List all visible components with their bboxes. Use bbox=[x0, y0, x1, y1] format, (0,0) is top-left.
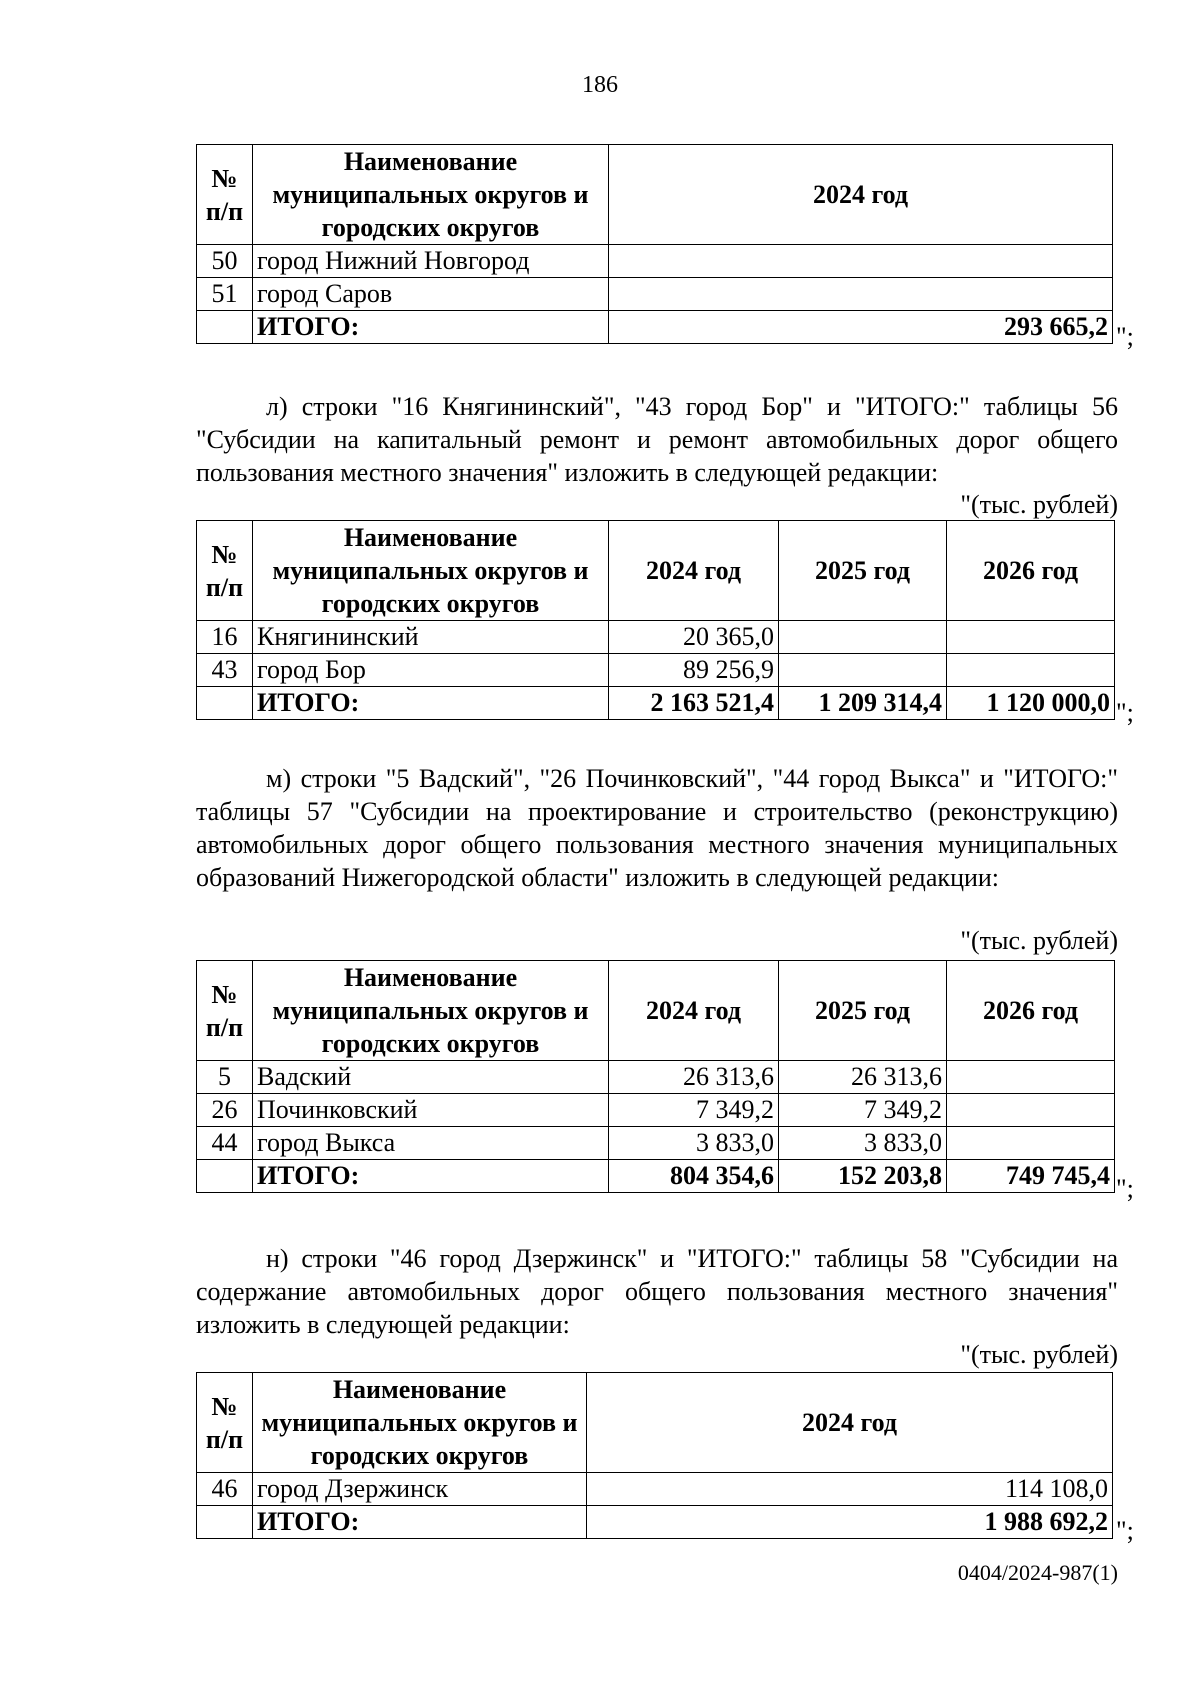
row-name: город Выкса bbox=[253, 1127, 609, 1160]
total-value-2024: 293 665,2 bbox=[609, 311, 1113, 344]
table-row bbox=[197, 1061, 1115, 1094]
total-label: ИТОГО: bbox=[253, 311, 609, 344]
row-value-2025 bbox=[779, 654, 947, 687]
row-value-2024: 7 349,2 bbox=[609, 1094, 779, 1127]
row-value-2025: 7 349,2 bbox=[779, 1094, 947, 1127]
total-value-2026: 1 120 000,0 bbox=[947, 687, 1115, 720]
row-value-2026 bbox=[947, 621, 1115, 654]
header-2024: 2024 год bbox=[587, 1373, 1113, 1473]
row-number: 16 bbox=[197, 621, 253, 654]
row-name: город Нижний Новгород bbox=[253, 245, 609, 278]
units-label: "(тыс. рублей) bbox=[960, 926, 1118, 955]
row-name: Починковский bbox=[253, 1094, 609, 1127]
table-4 bbox=[196, 1372, 1113, 1539]
total-label: ИТОГО: bbox=[253, 1160, 609, 1193]
table-row bbox=[197, 245, 1113, 278]
header-name: Наименование муниципальных округов и городских округов bbox=[253, 1373, 587, 1473]
total-value-2025: 1 209 314,4 bbox=[779, 687, 947, 720]
row-value-2024: 114 108,0 bbox=[587, 1473, 1113, 1506]
total-row bbox=[197, 687, 1115, 720]
document-code: 0404/2024-987(1) bbox=[957, 1560, 1118, 1585]
row-value-2025: 26 313,6 bbox=[779, 1061, 947, 1094]
row-value-2024: 20 365,0 bbox=[609, 621, 779, 654]
row-number: 50 bbox=[197, 245, 253, 278]
row-name: город Дзержинск bbox=[253, 1473, 587, 1506]
total-row bbox=[197, 1506, 1113, 1539]
header-2024: 2024 год bbox=[609, 145, 1113, 245]
table-2 bbox=[196, 520, 1115, 720]
units-label: "(тыс. рублей) bbox=[960, 1340, 1118, 1369]
table-1 bbox=[196, 144, 1113, 344]
table-4-wrapper bbox=[196, 1372, 1113, 1539]
row-value-2026 bbox=[947, 1127, 1115, 1160]
row-value-2024: 89 256,9 bbox=[609, 654, 779, 687]
row-number: 26 bbox=[197, 1094, 253, 1127]
table-row bbox=[197, 1473, 1113, 1506]
total-value-2024: 1 988 692,2 bbox=[587, 1506, 1113, 1539]
table-row bbox=[197, 654, 1115, 687]
table-row bbox=[197, 621, 1115, 654]
units-label: "(тыс. рублей) bbox=[960, 490, 1118, 519]
total-value-2024: 804 354,6 bbox=[609, 1160, 779, 1193]
table-row bbox=[197, 278, 1113, 311]
total-label: ИТОГО: bbox=[253, 1506, 587, 1539]
table-1-wrapper bbox=[196, 144, 1113, 344]
row-name: Княгининский bbox=[253, 621, 609, 654]
total-row bbox=[197, 311, 1113, 344]
total-value-2024: 2 163 521,4 bbox=[609, 687, 779, 720]
table-3-wrapper bbox=[196, 960, 1115, 1193]
row-name: город Саров bbox=[253, 278, 609, 311]
row-number: 5 bbox=[197, 1061, 253, 1094]
table-2-wrapper bbox=[196, 520, 1115, 720]
header-name: Наименование муниципальных округов и городских округов bbox=[253, 961, 609, 1061]
header-num: № п/п bbox=[197, 961, 253, 1061]
row-number: 46 bbox=[197, 1473, 253, 1506]
header-2025: 2025 год bbox=[779, 961, 947, 1061]
header-name: Наименование муниципальных округов и городских округов bbox=[253, 521, 609, 621]
row-name: Вадский bbox=[253, 1061, 609, 1094]
total-value-2026: 749 745,4 bbox=[947, 1160, 1115, 1193]
row-name: город Бор bbox=[253, 654, 609, 687]
paragraph-l: л) строки "16 Княгининский", "43 город Бор" и "ИТОГО:" таблицы 56 "Субсидии на капитальный ремонт и ремонт автомобильных дорог общего пользования местного значения" изложить в следующей редакции: bbox=[196, 392, 1118, 487]
header-num: № п/п bbox=[197, 521, 253, 621]
header-2025: 2025 год bbox=[779, 521, 947, 621]
row-value-2024 bbox=[609, 278, 1113, 311]
paragraph-n: н) строки "46 город Дзержинск" и "ИТОГО:" таблицы 58 "Субсидии на содержание автомобильных дорог общего пользования местного значения" изложить в следующей редакции: bbox=[196, 1244, 1118, 1339]
row-value-2026 bbox=[947, 1061, 1115, 1094]
total-value-2025: 152 203,8 bbox=[779, 1160, 947, 1193]
header-2026: 2026 год bbox=[947, 961, 1115, 1061]
header-2024: 2024 год bbox=[609, 521, 779, 621]
row-value-2026 bbox=[947, 1094, 1115, 1127]
row-value-2025: 3 833,0 bbox=[779, 1127, 947, 1160]
header-2026: 2026 год bbox=[947, 521, 1115, 621]
header-2024: 2024 год bbox=[609, 961, 779, 1061]
row-number: 44 bbox=[197, 1127, 253, 1160]
row-number: 43 bbox=[197, 654, 253, 687]
row-value-2024: 26 313,6 bbox=[609, 1061, 779, 1094]
header-num: № п/п bbox=[197, 145, 253, 245]
paragraph-m: м) строки "5 Вадский", "26 Починковский", "44 город Выкса" и "ИТОГО:" таблицы 57 "Субсидии на проектирование и строительство (реконструкцию) автомобильных дорог общего пользования местного значения муниципальных образований Нижегородской области" изложить в следующей редакции: bbox=[196, 764, 1118, 892]
closing-quote: "; bbox=[1116, 322, 1134, 351]
page-number: 186 bbox=[582, 72, 618, 98]
header-name: Наименование муниципальных округов и городских округов bbox=[253, 145, 609, 245]
closing-quote: "; bbox=[1116, 698, 1134, 727]
row-value-2026 bbox=[947, 654, 1115, 687]
row-value-2024: 3 833,0 bbox=[609, 1127, 779, 1160]
row-value-2024 bbox=[609, 245, 1113, 278]
total-label: ИТОГО: bbox=[253, 687, 609, 720]
closing-quote: "; bbox=[1116, 1516, 1134, 1545]
table-row bbox=[197, 1127, 1115, 1160]
header-num: № п/п bbox=[197, 1373, 253, 1473]
row-number: 51 bbox=[197, 278, 253, 311]
total-row bbox=[197, 1160, 1115, 1193]
table-row bbox=[197, 1094, 1115, 1127]
closing-quote: "; bbox=[1116, 1174, 1134, 1203]
row-value-2025 bbox=[779, 621, 947, 654]
table-3 bbox=[196, 960, 1115, 1193]
